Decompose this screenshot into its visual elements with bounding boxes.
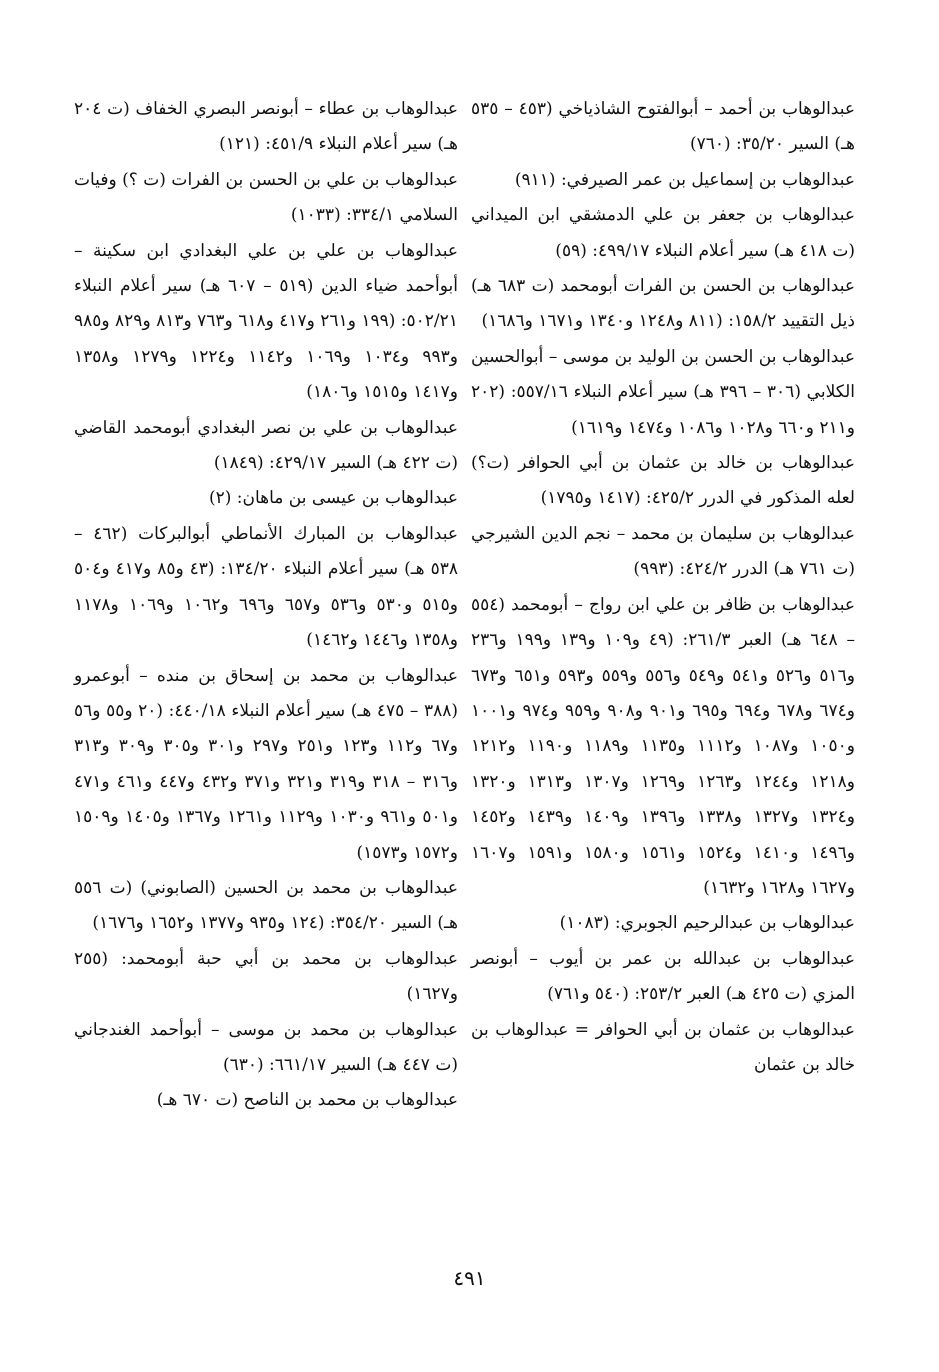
index-entry: عبدالوهاب بن سليمان بن محمد – نجم الدين الشيرجي (ت ٧٦١ هـ) الدرر ٤٢٤/٢: (٩٩٣) [471, 523, 855, 580]
index-entry: عبدالوهاب بن ظافر بن علي ابن رواج – أبومحمد (٥٥٤ – ٦٤٨ هـ) العبر ٢٦١/٣: (٤٩ و١٠٩ و١٣٩ و١٩٩ و٢٣٦ و٥١٦ و٥٢٦ و٥٤١ و٥٤٩ و٥٥٦ و٥٥٩ و٥٩٣ و٦٥١ و٦٧٣ و٦٧٤ و٦٧٨ و٦٩٤ و٦٩٥ و٩٠١ و٩٠٨ و٩٥٩ و٩٧٤ و١٠٠١ و١٠٥٠ و١٠٨٧ و١١١٢ و١١٣٥ و١١٨٩ و١١٩٠ و١٢١٢ و١٢١٨ و١٢٤٤ و١٢٦٣ و١٢٦٩ و١٣٠٧ و١٣١٣ و١٣٢٠ و١٣٢٤ و١٣٢٧ و١٣٣٨ و١٣٩٦ و١٤٠٩ و١٤٣٩ و١٤٥٢ و١٤٩٦ و١٤١٠ و١٥٢٤ و١٥٦١ و١٥٨٠ و١٥٩١ و١٦٠٧ و١٦٢٧ و١٦٢٨ و١٦٣٢) [471, 594, 855, 898]
index-entry: عبدالوهاب بن الحسن بن الفرات أبومحمد (ت ٦٨٣ هـ) ذيل التقييد ١٥٨/٢: (٨١١ و١٢٤٨ و١٣٤٠ و١٦٧١ و١٦٨٦) [471, 276, 855, 332]
index-column-left [74, 92, 458, 1119]
index-entry: عبدالوهاب بن محمد بن الناصح (ت ٦٧٠ هـ) [156, 1090, 458, 1111]
index-entry: عبدالوهاب بن جعفر بن علي الدمشقي ابن الميداني (ت ٤١٨ هـ) سير أعلام النبلاء ٤٩٩/١٧: (٥٩) [471, 205, 855, 261]
index-entry: عبدالوهاب بن علي بن الحسن بن الفرات (ت ؟) وفيات السلامي ٣٣٤/١: (١٠٣٣) [74, 169, 458, 226]
index-entry: عبدالوهاب بن أحمد – أبوالفتوح الشاذياخي (٤٥٣ – ٥٣٥ هـ) السير ٣٥/٢٠: (٧٦٠) [471, 99, 856, 155]
index-entry: عبدالوهاب بن علي بن نصر البغدادي أبومحمد القاضي (ت ٤٢٢ هـ) السير ٤٢٩/١٧: (١٨٤٩) [74, 417, 458, 474]
page-number: ٤٩١ [453, 1266, 486, 1290]
index-column-right [471, 92, 855, 1083]
index-entry: عبدالوهاب بن الحسن بن الوليد بن موسى – أبوالحسين الكلابي (٣٠٦ – ٣٩٦ هـ) سير أعلام النبلاء ٥٥٧/١٦: (٢٠٢ و٢١١ و٦٦٠ و١٠٢٨ و١٠٨٦ و١٤٧٤ و١٦١٩) [471, 346, 856, 438]
index-entry: عبدالوهاب بن محمد بن موسى – أبوأحمد الغندجاني (ت ٤٤٧ هـ) السير ٦٦١/١٧: (٦٣٠) [74, 1019, 458, 1075]
index-entry: عبدالوهاب بن محمد بن الحسين (الصابوني) (ت ٥٥٦ هـ) السير ٣٥٤/٢٠: (١٢٤ و٩٣٥ و١٣٧٧ و١٦٥٢ و١٦٧٦) [74, 877, 458, 934]
index-entry: عبدالوهاب بن المبارك الأنماطي أبوالبركات (٤٦٢ – ٥٣٨ هـ) سير أعلام النبلاء ١٣٤/٢٠: (٤٣ و٨٥ و٤١٧ و٥٠٤ و٥١٥ و٥٣٠ و٥٣٦ و٦٥٧ و٦٩٦ و١٠٦٢ و١٠٦٩ و١١٧٨ و١٣٥٨ و١٤٤٦ و١٤٦٢) [74, 523, 459, 651]
index-entry: عبدالوهاب بن علي بن علي البغدادي ابن سكينة – أبوأحمد ضياء الدين (٥١٩ – ٦٠٧ هـ) سير أعلام النبلاء ٥٠٢/٢١: (١٩٩ و٢٦١ و٤١٧ و٦١٨ و٧٦٣ و٨١٣ و٨٢٩ و٩٨٥ و٩٩٣ و١٠٣٤ و١٠٦٩ و١١٤٢ و١٢٢٤ و١٢٧٩ و١٣٥٨ و١٤١٧ و١٥١٥ و١٨٠٦) [74, 240, 458, 403]
index-entry: عبدالوهاب بن خالد بن عثمان بن أبي الحوافر (ت؟) لعله المذكور في الدرر ٤٢٥/٢: (١٤١٧ و١٧٩٥) [471, 453, 855, 509]
index-entry: عبدالوهاب بن عبدالرحيم الجوبري: (١٠٨٣) [559, 913, 855, 934]
index-entry: عبدالوهاب بن عبدالله بن عمر بن أيوب – أبونصر المزي (ت ٤٢٥ هـ) العبر ٢٥٣/٢: (٥٤٠ و٧٦١) [471, 948, 855, 1005]
index-entry: عبدالوهاب بن محمد بن أبي حبة أبومحمد: (٢٥٥ و١٦٢٧) [74, 948, 458, 1005]
index-entry: عبدالوهاب بن إسماعيل بن عمر الصيرفي: (٩١١) [514, 169, 855, 190]
index-entry: عبدالوهاب بن محمد بن إسحاق بن منده – أبوعمرو (٣٨٨ – ٤٧٥ هـ) سير أعلام النبلاء ٤٤٠/١٨: (٢٠ و٥٥ و٥٦ و٦٧ و١١٢ و١٢٣ و٢٥١ و٢٩٧ و٣٠١ و٣٠٥ و٣٠٩ و٣١٣ و٣١٦ – ٣١٨ و٣١٩ و٣٢١ و٣٧١ و٤٣٢ و٤٤٧ و٤٦١ و٤٧١ و٥٠١ و٩٦١ و١٠٣٠ و١١٢٩ و١٢٦١ و١٣٦٧ و١٤٠٥ و١٥٠٩ و١٥٧٢ و١٥٧٣) [74, 665, 459, 863]
index-entry: عبدالوهاب بن عثمان بن أبي الحوافر = عبدالوهاب بن خالد بن عثمان [471, 1019, 855, 1075]
index-entry: عبدالوهاب بن عيسى بن ماهان: (٢) [208, 488, 458, 509]
index-entry: عبدالوهاب بن عطاء – أبونصر البصري الخفاف (ت ٢٠٤ هـ) سير أعلام النبلاء ٤٥١/٩: (١٢١) [74, 99, 458, 155]
